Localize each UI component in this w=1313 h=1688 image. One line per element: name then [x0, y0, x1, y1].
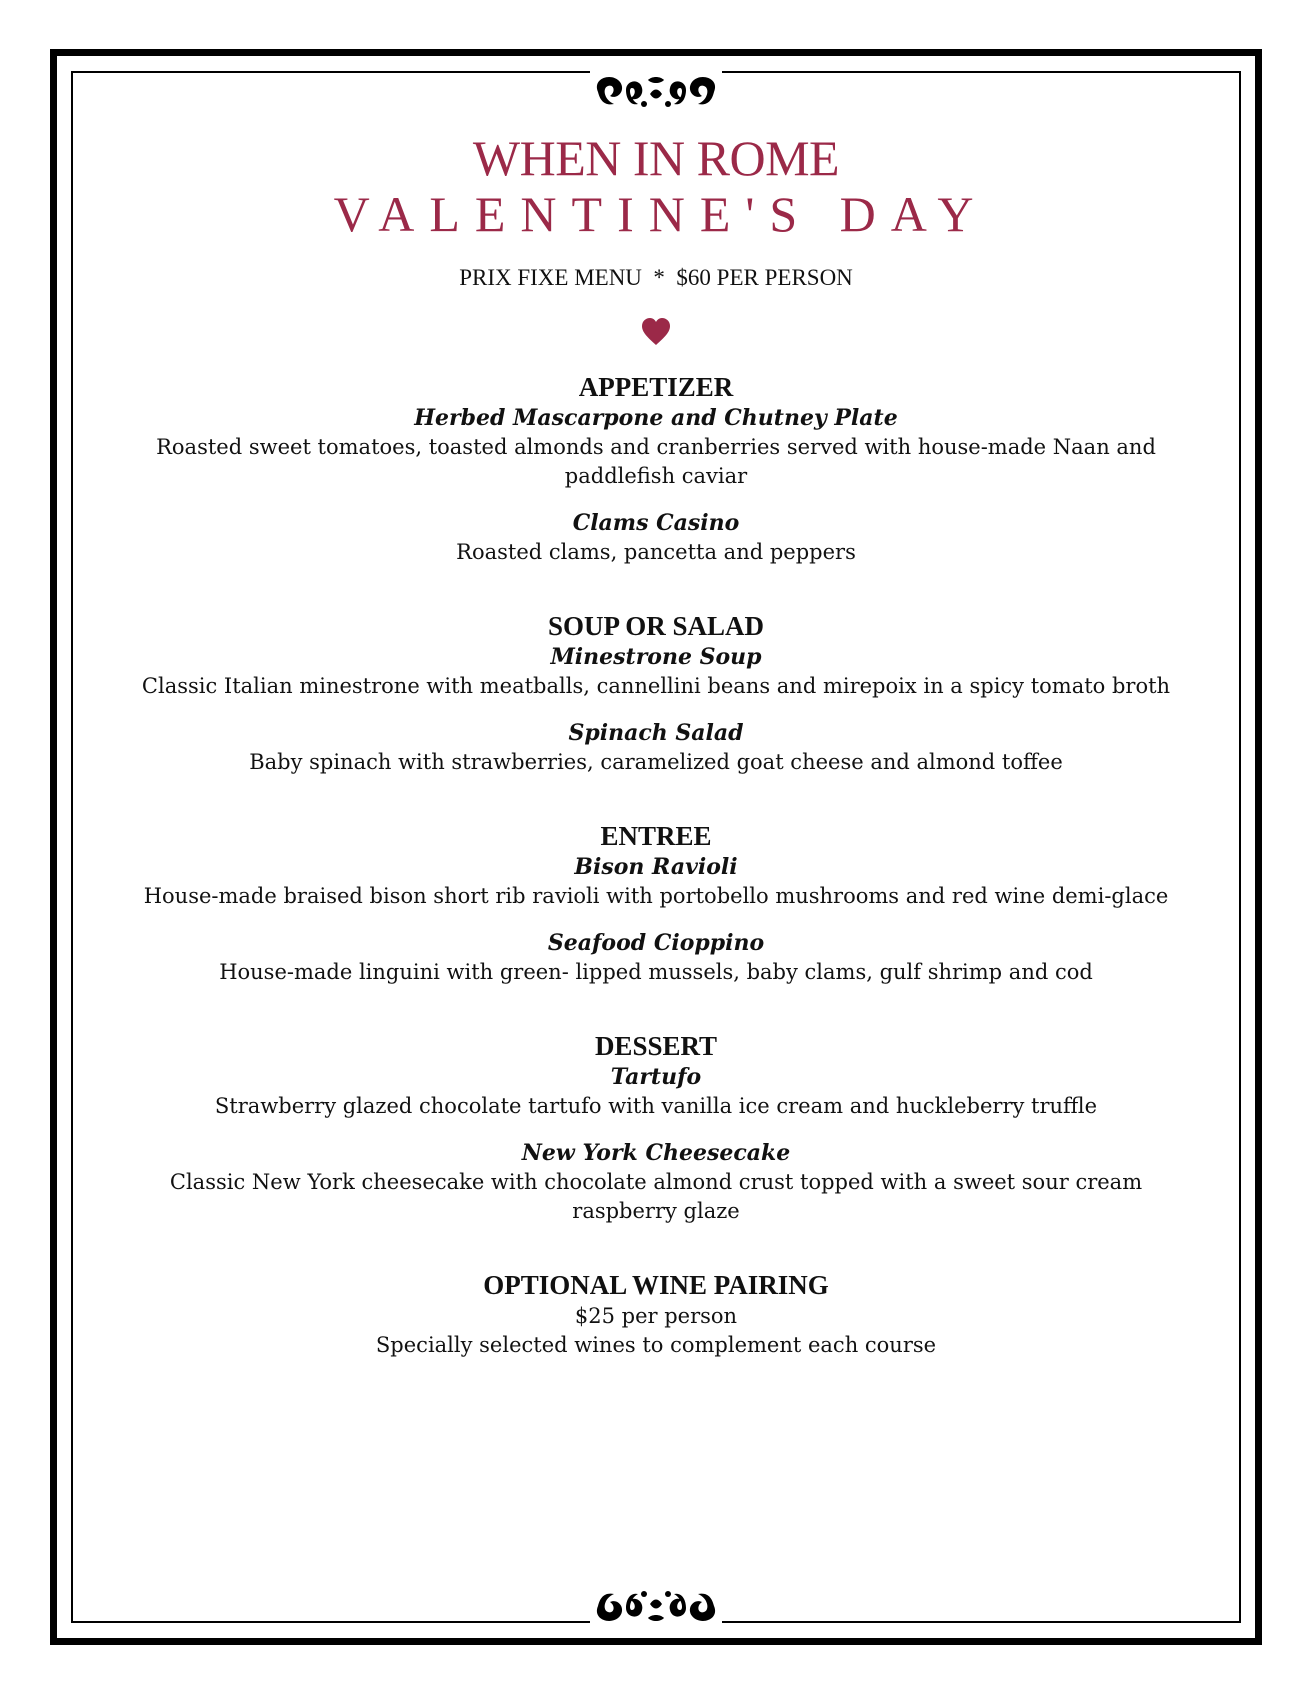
menu-item: [80, 853, 1232, 911]
section-soup-or-salad: [80, 609, 1232, 777]
dish-name: Minestrone Soup: [550, 644, 762, 670]
section-appetizer: [80, 370, 1232, 567]
dish-name: Tartufo: [610, 1064, 702, 1090]
dish-name: Seafood Cioppino: [547, 930, 765, 956]
section-entree: [80, 819, 1232, 987]
heart-icon: [641, 318, 671, 346]
scroll-ornament-icon: [590, 70, 722, 114]
menu-item: [80, 509, 1232, 567]
menu-title: WHEN IN ROME: [472, 130, 840, 186]
menu-item: [80, 929, 1232, 987]
dish-description: House-made braised bison short rib ravioli with portobello mushrooms and red wine demi-glace: [143, 884, 1169, 908]
dish-description: Baby spinach with strawberries, caramelized goat cheese and almond toffee: [249, 750, 1063, 774]
dish-description: Roasted clams, pancetta and peppers: [456, 540, 856, 564]
wine-description: Specially selected wines to complement each course: [375, 1333, 937, 1357]
section-dessert: [80, 1029, 1232, 1226]
section-heading: SOUP OR SALAD: [547, 611, 765, 641]
section-wine-pairing: [80, 1268, 1232, 1360]
section-heading: APPETIZER: [578, 372, 734, 402]
wine-price: $25 per person: [574, 1304, 738, 1328]
dish-name: Bison Ravioli: [574, 854, 738, 880]
section-heading: DESSERT: [594, 1031, 718, 1061]
dish-description: House-made linguini with green- lipped mussels, baby clams, gulf shrimp and cod: [219, 960, 1093, 984]
menu-item: [80, 719, 1232, 777]
menu-item: [80, 404, 1232, 491]
scroll-ornament-icon: [590, 1584, 722, 1628]
dish-name: New York Cheesecake: [521, 1140, 791, 1166]
menu-subtitle: VALENTINE'S DAY: [333, 186, 989, 242]
dish-description: Roasted sweet tomatoes, toasted almonds and cranberries served with house-made Naan and paddlefish caviar: [156, 435, 1156, 488]
dish-name: Clams Casino: [572, 510, 740, 536]
section-heading: ENTREE: [600, 821, 712, 851]
menu-sections: [80, 370, 1232, 1402]
menu-item: [80, 1139, 1232, 1226]
dish-description: Classic Italian minestrone with meatballs, cannellini beans and mirepoix in a spicy tomato broth: [141, 674, 1171, 698]
dish-description: Strawberry glazed chocolate tartufo with vanilla ice cream and huckleberry truffle: [214, 1094, 1098, 1118]
dish-name: Spinach Salad: [568, 720, 744, 746]
menu-item: [80, 1063, 1232, 1121]
prix-fixe-price: PRIX FIXE MENU * $60 PER PERSON: [459, 265, 853, 290]
dish-name: Herbed Mascarpone and Chutney Plate: [414, 405, 898, 431]
section-heading: OPTIONAL WINE PAIRING: [483, 1270, 829, 1300]
dish-description: Classic New York cheesecake with chocolate almond crust topped with a sweet sour cream raspberry glaze: [169, 1170, 1143, 1223]
menu-item: [80, 643, 1232, 701]
